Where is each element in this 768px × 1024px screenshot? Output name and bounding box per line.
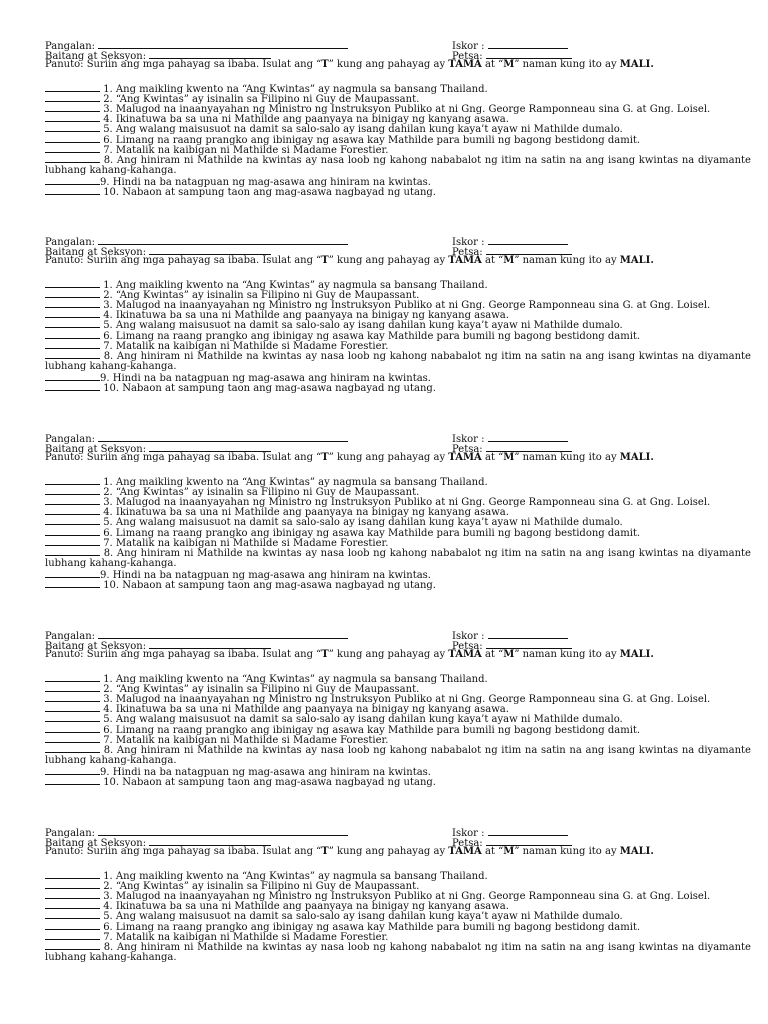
item-8: 8. Ang hiniram ni Mathilde na kwintas ay nasa loob ng kahong nababalot ng itim na satin na ang isang kwintas na diyamante lubhang kahang-kahanga. [45,941,751,964]
pangalan-label: Pangalan: [45,237,96,248]
baitang-field[interactable] [149,837,271,846]
baitang-label: Baitang at Seksyon: [45,51,147,63]
baitang-field[interactable] [149,443,271,452]
pangalan-field[interactable] [98,630,348,639]
item-3: 3. Malugod na inaanyayahan ng Ministro ng Instruksyon Publiko at ni Gng. George Ramponneau sina G. at Gng. Loisel. [45,693,751,703]
answer-field[interactable] [45,350,100,359]
item-5: 5. Ang walang maisusuot na damit sa salo-salo ay isang dahilan kung kaya’t ayaw ni Mathilde dumalo. [45,910,751,920]
item-10: 10. Nabaon at sampung taon ang mag-asawa nagbayad ng utang. [45,776,751,786]
header-row-1 [45,827,751,837]
answer-field[interactable] [45,83,100,92]
item-2: 2. “Ang Kwintas” ay isinalin sa Filipino ni Guy de Maupassant. [45,486,751,496]
petsa-label: Petsa: [452,838,483,850]
item-9: 9. Hindi na ba natagpuan ng mag-asawa ang hiniram na kwintas. [45,569,751,579]
answer-field[interactable] [45,113,100,122]
item-6: 6. Limang na raang prangko ang ibinigay ng asawa kay Mathilde para bumili ng bagong bestidong damit. [45,134,751,144]
petsa-field[interactable] [486,837,572,846]
answer-field[interactable] [45,693,100,702]
answer-field[interactable] [45,537,100,546]
item-8: 8. Ang hiniram ni Mathilde na kwintas ay nasa loob ng kahong nababalot ng itim na satin na ang isang kwintas na diyamante lubhang kahang-kahanga. [45,154,751,177]
baitang-label: Baitang at Seksyon: [45,838,147,850]
answer-field[interactable] [45,683,100,692]
item-8: 8. Ang hiniram ni Mathilde na kwintas ay nasa loob ng kahong nababalot ng itim na satin na ang isang kwintas na diyamante lubhang kahang-kahanga. [45,744,751,767]
directions: Panuto: Suriin ang mga pahayag sa ibaba. Isulat ang “T” kung ang pahayag ay TAMA at “M” naman kung ito ay MALI. [45,255,654,267]
baitang-field[interactable] [149,50,271,59]
answer-field[interactable] [45,713,100,722]
item-2: 2. “Ang Kwintas” ay isinalin sa Filipino ni Guy de Maupassant. [45,289,751,299]
item-6: 6. Limang na raang prangko ang ibinigay ng asawa kay Mathilde para bumili ng bagong bestidong damit. [45,527,751,537]
petsa-label: Petsa: [452,444,483,456]
quiz-section-4 [45,630,751,787]
petsa-field[interactable] [486,50,572,59]
item-2: 2. “Ang Kwintas” ay isinalin sa Filipino ni Guy de Maupassant. [45,880,751,890]
iskor-field[interactable] [488,630,568,639]
item-4: 4. Ikinatuwa ba sa una ni Mathilde ang paanyaya na binigay ng kanyang asawa. [45,900,751,910]
item-10: 10. Nabaon at sampung taon ang mag-asawa nagbayad ng utang. [45,186,751,196]
pangalan-field[interactable] [98,827,348,836]
answer-field[interactable] [45,870,100,879]
item-3: 3. Malugod na inaanyayahan ng Ministro ng Instruksyon Publiko at ni Gng. George Ramponneau sina G. at Gng. Loisel. [45,496,751,506]
answer-field[interactable] [45,766,100,775]
item-3: 3. Malugod na inaanyayahan ng Ministro ng Instruksyon Publiko at ni Gng. George Ramponneau sina G. at Gng. Loisel. [45,890,751,900]
answer-field[interactable] [45,890,100,899]
answer-field[interactable] [45,703,100,712]
answer-field[interactable] [45,372,100,381]
item-4: 4. Ikinatuwa ba sa una ni Mathilde ang paanyaya na binigay ng kanyang asawa. [45,113,751,123]
item-5: 5. Ang walang maisusuot na damit sa salo-salo ay isang dahilan kung kaya’t ayaw ni Mathilde dumalo. [45,713,751,723]
item-4: 4. Ikinatuwa ba sa una ni Mathilde ang paanyaya na binigay ng kanyang asawa. [45,703,751,713]
pangalan-field[interactable] [98,433,348,442]
iskor-label: Iskor : [452,828,485,839]
pangalan-label: Pangalan: [45,631,96,642]
baitang-field[interactable] [149,246,271,255]
answer-field[interactable] [45,516,100,525]
baitang-label: Baitang at Seksyon: [45,444,147,456]
answer-field[interactable] [45,931,100,940]
item-3: 3. Malugod na inaanyayahan ng Ministro ng Instruksyon Publiko at ni Gng. George Ramponneau sina G. at Gng. Loisel. [45,103,751,113]
iskor-field[interactable] [488,827,568,836]
item-7: 7. Matalik na kaibigan ni Mathilde si Madame Forestier. [45,931,751,941]
quiz-section-3 [45,433,751,590]
item-7: 7. Matalik na kaibigan ni Mathilde si Madame Forestier. [45,144,751,154]
pangalan-label: Pangalan: [45,828,96,839]
pangalan-label: Pangalan: [45,434,96,445]
answer-field[interactable] [45,93,100,102]
directions: Panuto: Suriin ang mga pahayag sa ibaba. Isulat ang “T” kung ang pahayag ay TAMA at “M” naman kung ito ay MALI. [45,846,654,858]
quiz-section-5 [45,827,751,963]
answer-field[interactable] [45,476,100,485]
item-7: 7. Matalik na kaibigan ni Mathilde si Madame Forestier. [45,340,751,350]
answer-field[interactable] [45,382,100,391]
answer-field[interactable] [45,279,100,288]
item-2: 2. “Ang Kwintas” ay isinalin sa Filipino ni Guy de Maupassant. [45,683,751,693]
answer-field[interactable] [45,154,100,163]
item-8: 8. Ang hiniram ni Mathilde na kwintas ay nasa loob ng kahong nababalot ng itim na satin na ang isang kwintas na diyamante lubhang kahang-kahanga. [45,350,751,373]
answer-field[interactable] [45,941,100,950]
answer-field[interactable] [45,910,100,919]
item-9: 9. Hindi na ba natagpuan ng mag-asawa ang hiniram na kwintas. [45,176,751,186]
answer-field[interactable] [45,506,100,515]
item-2: 2. “Ang Kwintas” ay isinalin sa Filipino ni Guy de Maupassant. [45,93,751,103]
item-5: 5. Ang walang maisusuot na damit sa salo-salo ay isang dahilan kung kaya’t ayaw ni Mathilde dumalo. [45,319,751,329]
answer-field[interactable] [45,134,100,143]
directions: Panuto: Suriin ang mga pahayag sa ibaba. Isulat ang “T” kung ang pahayag ay TAMA at “M” naman kung ito ay MALI. [45,59,654,71]
item-1: 1. Ang maikling kwento na “Ang Kwintas” ay nagmula sa bansang Thailand. [45,476,751,486]
pangalan-label: Pangalan: [45,41,96,52]
item-7: 7. Matalik na kaibigan ni Mathilde si Madame Forestier. [45,734,751,744]
item-1: 1. Ang maikling kwento na “Ang Kwintas” ay nagmula sa bansang Thailand. [45,83,751,93]
header-row-1 [45,433,751,443]
answer-field[interactable] [45,547,100,556]
item-5: 5. Ang walang maisusuot na damit sa salo-salo ay isang dahilan kung kaya’t ayaw ni Mathilde dumalo. [45,516,751,526]
answer-field[interactable] [45,176,100,185]
header-row-1 [45,40,751,50]
answer-field[interactable] [45,900,100,909]
item-1: 1. Ang maikling kwento na “Ang Kwintas” ay nagmula sa bansang Thailand. [45,673,751,683]
answer-field[interactable] [45,309,100,318]
answer-field[interactable] [45,527,100,536]
petsa-label: Petsa: [452,247,483,259]
pangalan-field[interactable] [98,40,348,49]
iskor-label: Iskor : [452,434,485,445]
iskor-label: Iskor : [452,631,485,642]
item-6: 6. Limang na raang prangko ang ibinigay ng asawa kay Mathilde para bumili ng bagong bestidong damit. [45,921,751,931]
baitang-field[interactable] [149,640,271,649]
item-5: 5. Ang walang maisusuot na damit sa salo-salo ay isang dahilan kung kaya’t ayaw ni Mathilde dumalo. [45,123,751,133]
petsa-field[interactable] [486,246,572,255]
answer-field[interactable] [45,289,100,298]
answer-field[interactable] [45,319,100,328]
petsa-field[interactable] [486,640,572,649]
answer-field[interactable] [45,776,100,785]
answer-field[interactable] [45,673,100,682]
directions: Panuto: Suriin ang mga pahayag sa ibaba. Isulat ang “T” kung ang pahayag ay TAMA at “M” naman kung ito ay MALI. [45,649,654,661]
directions: Panuto: Suriin ang mga pahayag sa ibaba. Isulat ang “T” kung ang pahayag ay TAMA at “M” naman kung ito ay MALI. [45,452,654,464]
answer-field[interactable] [45,724,100,733]
answer-field[interactable] [45,569,100,578]
answer-field[interactable] [45,744,100,753]
answer-field[interactable] [45,734,100,743]
iskor-field[interactable] [488,236,568,245]
item-1: 1. Ang maikling kwento na “Ang Kwintas” ay nagmula sa bansang Thailand. [45,870,751,880]
header-row-1 [45,236,751,246]
answer-field[interactable] [45,340,100,349]
item-4: 4. Ikinatuwa ba sa una ni Mathilde ang paanyaya na binigay ng kanyang asawa. [45,309,751,319]
answer-field[interactable] [45,496,100,505]
item-8: 8. Ang hiniram ni Mathilde na kwintas ay nasa loob ng kahong nababalot ng itim na satin na ang isang kwintas na diyamante lubhang kahang-kahanga. [45,547,751,570]
baitang-label: Baitang at Seksyon: [45,247,147,259]
item-6: 6. Limang na raang prangko ang ibinigay ng asawa kay Mathilde para bumili ng bagong bestidong damit. [45,330,751,340]
item-9: 9. Hindi na ba natagpuan ng mag-asawa ang hiniram na kwintas. [45,766,751,776]
answer-field[interactable] [45,921,100,930]
iskor-label: Iskor : [452,41,485,52]
answer-field[interactable] [45,144,100,153]
answer-field[interactable] [45,486,100,495]
item-10: 10. Nabaon at sampung taon ang mag-asawa nagbayad ng utang. [45,382,751,392]
item-3: 3. Malugod na inaanyayahan ng Ministro ng Instruksyon Publiko at ni Gng. George Ramponneau sina G. at Gng. Loisel. [45,299,751,309]
answer-field[interactable] [45,880,100,889]
item-1: 1. Ang maikling kwento na “Ang Kwintas” ay nagmula sa bansang Thailand. [45,279,751,289]
answer-field[interactable] [45,299,100,308]
answer-field[interactable] [45,123,100,132]
item-10: 10. Nabaon at sampung taon ang mag-asawa nagbayad ng utang. [45,579,751,589]
header-row-1 [45,630,751,640]
iskor-field[interactable] [488,433,568,442]
answer-field[interactable] [45,103,100,112]
iskor-label: Iskor : [452,237,485,248]
answer-field[interactable] [45,330,100,339]
quiz-section-2 [45,236,751,393]
petsa-field[interactable] [486,443,572,452]
item-6: 6. Limang na raang prangko ang ibinigay ng asawa kay Mathilde para bumili ng bagong bestidong damit. [45,724,751,734]
item-9: 9. Hindi na ba natagpuan ng mag-asawa ang hiniram na kwintas. [45,372,751,382]
item-4: 4. Ikinatuwa ba sa una ni Mathilde ang paanyaya na binigay ng kanyang asawa. [45,506,751,516]
answer-field[interactable] [45,579,100,588]
answer-field[interactable] [45,186,100,195]
baitang-label: Baitang at Seksyon: [45,641,147,653]
iskor-field[interactable] [488,40,568,49]
item-7: 7. Matalik na kaibigan ni Mathilde si Madame Forestier. [45,537,751,547]
quiz-section-1 [45,40,751,197]
petsa-label: Petsa: [452,51,483,63]
petsa-label: Petsa: [452,641,483,653]
pangalan-field[interactable] [98,236,348,245]
